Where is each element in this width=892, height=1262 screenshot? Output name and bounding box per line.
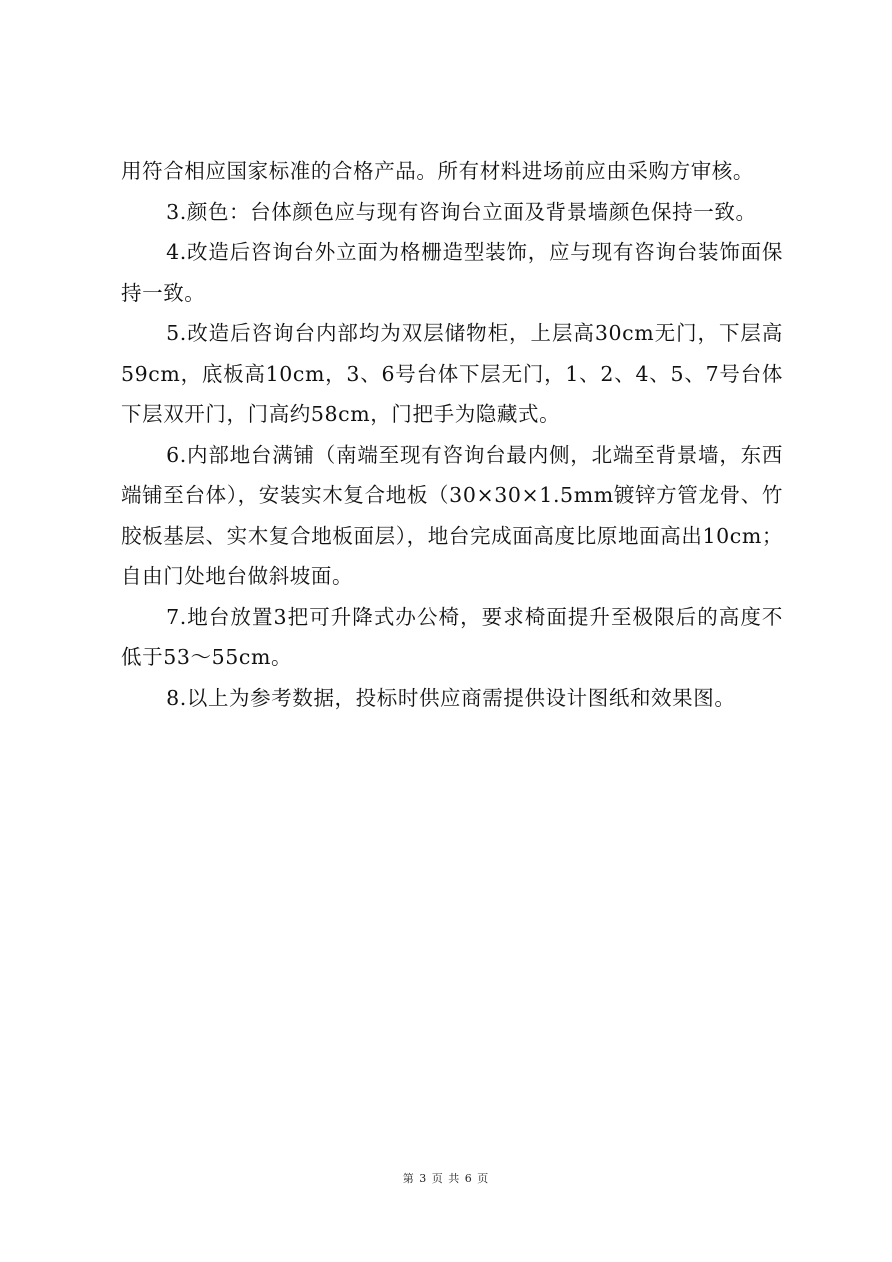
paragraph-item-6-floor-platform: 6.内部地台满铺（南端至现有咨询台最内侧，北端至背景墙，东西端铺至台体），安装实木复合地板（30×30×1.5mm镀锌方管龙骨、竹胶板基层、实木复合地板面层），地台完成面高度比原地面高出10cm；自由门处地台做斜坡面。 [121,442,783,588]
paragraph-item-8-reference: 8.以上为参考数据，投标时供应商需提供设计图纸和效果图。 [166,685,736,710]
paragraph-continuation: 用符合相应国家标准的合格产品。所有材料进场前应由采购方审核。 [121,159,754,183]
page-number-footer: 第 3 页 共 6 页 [402,1172,490,1185]
paragraph-item-7-chairs: 7.地台放置3把可升降式办公椅，要求椅面提升至极限后的高度不低于53～55cm。 [121,604,783,669]
paragraph-item-5-storage: 5.改造后咨询台内部均为双层储物柜，上层高30cm无门，下层高59cm，底板高10cm，3、6号台体下层无门，1、2、4、5、7号台体下层双开门，门高约58cm，门把手为隐藏式。 [121,321,783,426]
paragraph-item-4-facade: 4.改造后咨询台外立面为格栅造型装饰，应与现有咨询台装饰面保持一致。 [121,240,783,305]
document-body [121,151,783,718]
paragraph-item-3-color: 3.颜色：台体颜色应与现有咨询台立面及背景墙颜色保持一致。 [166,199,757,224]
